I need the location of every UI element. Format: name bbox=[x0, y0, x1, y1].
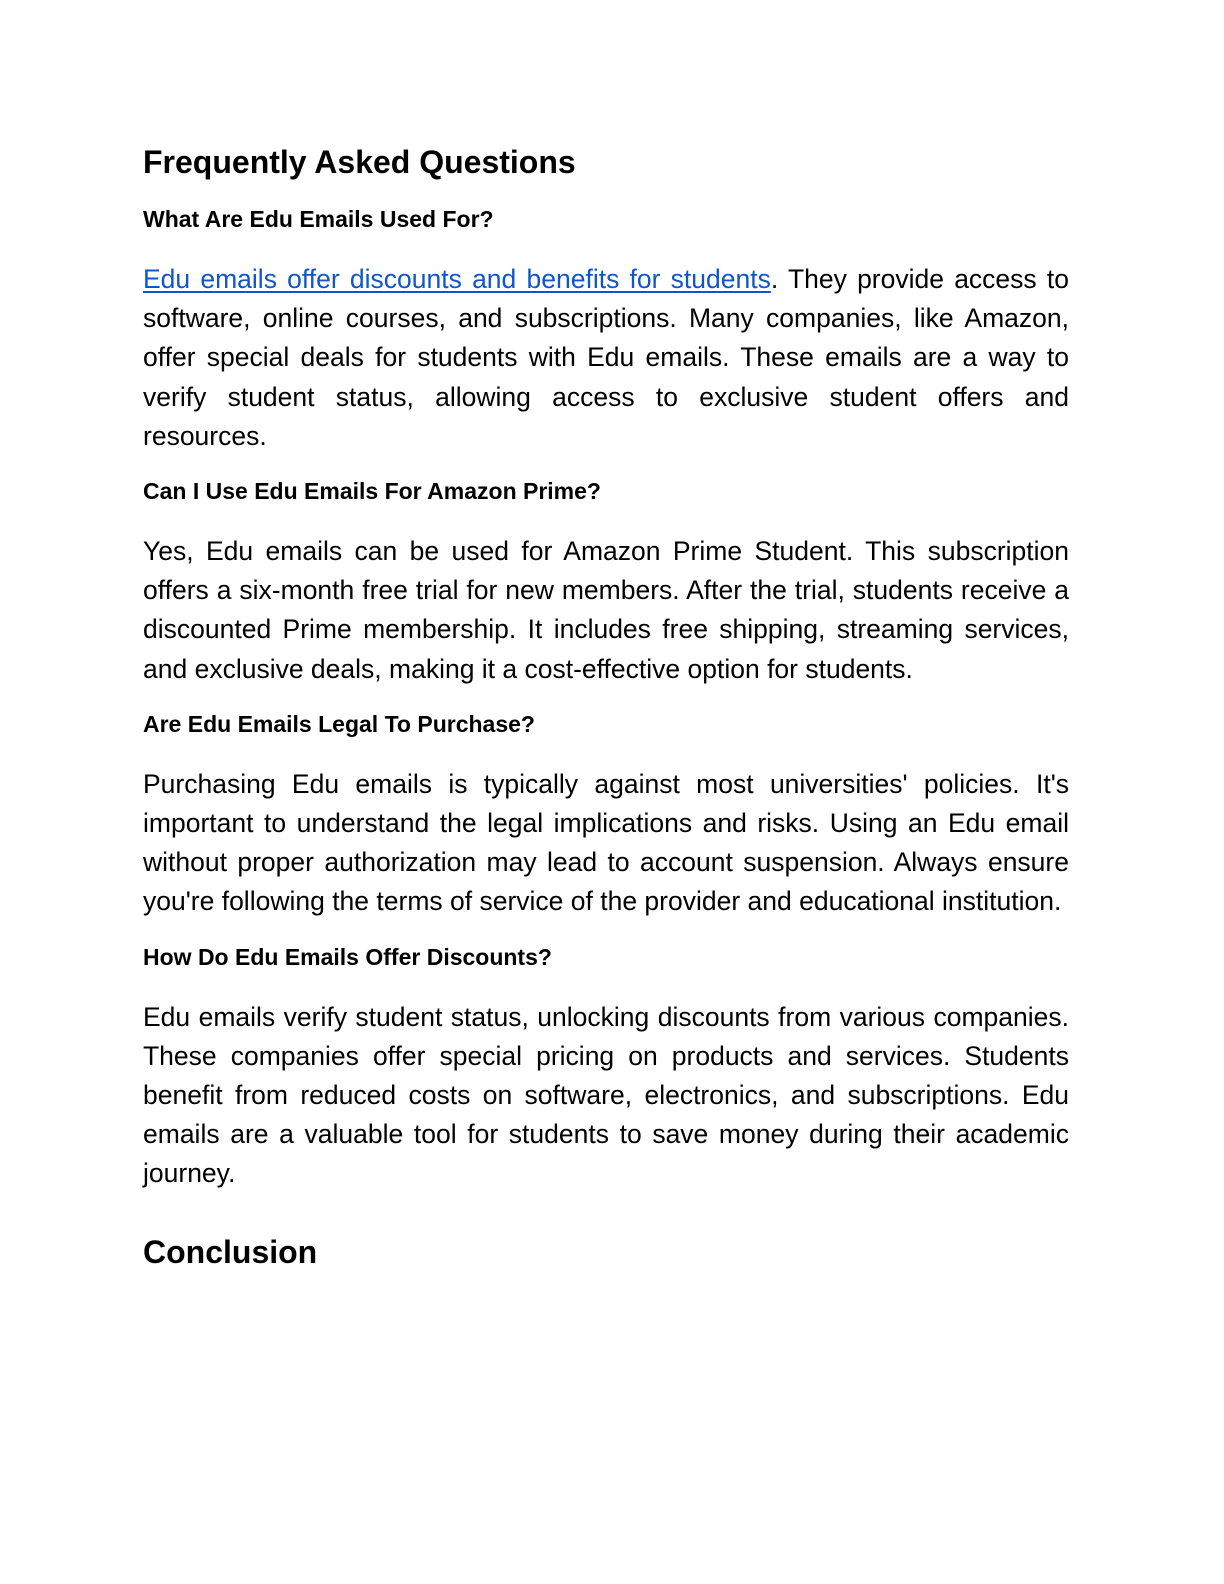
faq-heading: Frequently Asked Questions bbox=[143, 144, 576, 180]
faq-question-3: Are Edu Emails Legal To Purchase? bbox=[143, 710, 535, 737]
faq-answer-3: Purchasing Edu emails is typically against most universities' policies. It's important to understand the legal implications and risks. Using an Edu email without proper authorization may lead to account suspension. Always ensure you're following the terms of service of the provider and educational institution. bbox=[143, 768, 1069, 917]
faq-answer-1 bbox=[143, 260, 1069, 456]
conclusion-heading: Conclusion bbox=[143, 1233, 318, 1270]
faq-question-1: What Are Edu Emails Used For? bbox=[143, 206, 494, 232]
faq-answer-4: Edu emails verify student status, unlocking discounts from various companies. These companies offer special pricing on products and services. Students benefit from reduced costs on software, electronics, and subscriptions. Edu emails are a valuable tool for students to save money during their academic journey. bbox=[143, 1001, 1069, 1189]
document-page bbox=[143, 138, 1069, 1276]
faq-answer-1-text: . They provide access to software, online courses, and subscriptions. Many companies, like Amazon, offer special deals for students with Edu emails. These emails are a way to verify student status, allowing access to exclusive student offers and resources. bbox=[143, 264, 1069, 451]
faq-question-2: Can I Use Edu Emails For Amazon Prime? bbox=[143, 478, 601, 505]
faq-answer-2: Yes, Edu emails can be used for Amazon Prime Student. This subscription offers a six-month free trial for new members. After the trial, students receive a discounted Prime membership. It includes free shipping, streaming services, and exclusive deals, making it a cost-effective option for students. bbox=[143, 536, 1069, 684]
edu-benefits-link[interactable]: Edu emails offer discounts and benefits for students bbox=[143, 264, 771, 294]
faq-question-4: How Do Edu Emails Offer Discounts? bbox=[143, 943, 552, 970]
